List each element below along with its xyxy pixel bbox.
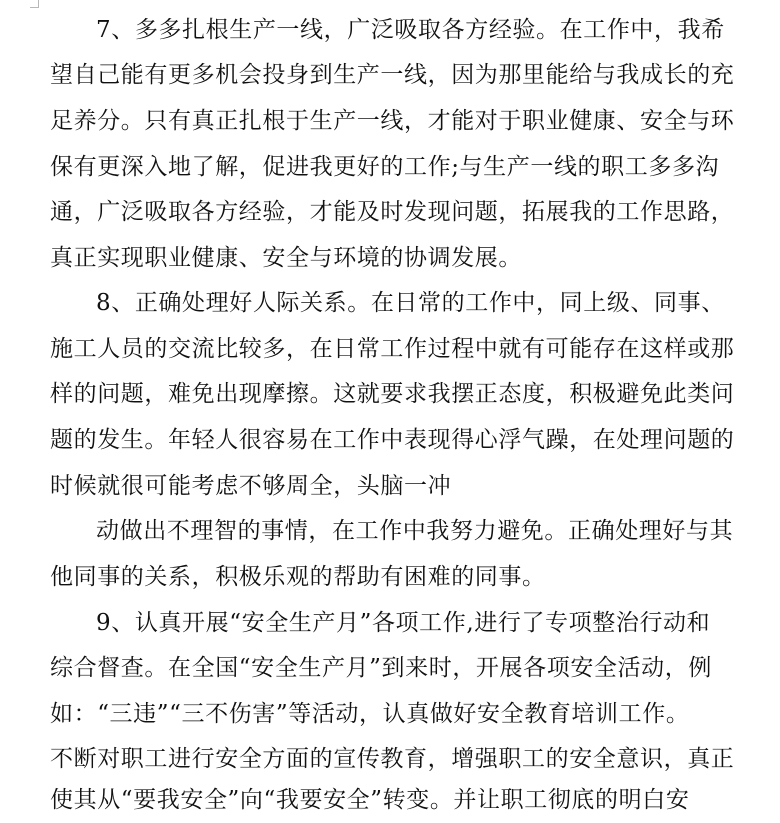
- paragraph-8-line-5: 时候就很可能考虑不够周全，头脑一冲: [50, 473, 452, 499]
- paragraph-9-line-1: 9、认真开展“安全生产月”各项工作,进行了专项整治行动和: [96, 610, 711, 636]
- paragraph-7-line-3: 足养分。只有真正扎根于生产一线，才能对于职业健康、安全与环: [50, 108, 735, 134]
- paragraph-7-line-6: 真正实现职业健康、安全与环境的协调发展。: [50, 245, 522, 271]
- continuation-line-2: 他同事的关系，积极乐观的帮助有困难的同事。: [50, 564, 546, 590]
- paragraph-7-line-5: 通，广泛吸取各方经验，才能及时发现问题，拓展我的工作思路，: [50, 199, 735, 225]
- paragraph-7-line-1: 7、多多扎根生产一线，广泛吸取各方经验。在工作中，我希: [96, 17, 725, 43]
- paragraph-9-line-5: 使其从“要我安全”向“我要安全”转变。并让职工彻底的明白安: [50, 787, 690, 813]
- paragraph-8-line-4: 题的发生。年轻人很容易在工作中表现得心浮气躁，在处理问题的: [50, 427, 735, 453]
- paragraph-8-line-2: 施工人员的交流比较多，在日常工作过程中就有可能存在这样或那: [50, 336, 735, 362]
- paragraph-8-line-3: 样的问题，难免出现摩擦。这就要求我摆正态度，积极避免此类问: [50, 381, 735, 407]
- paragraph-7-line-2: 望自己能有更多机会投身到生产一线，因为那里能给与我成长的充: [50, 62, 735, 88]
- continuation-line-1: 动做出不理智的事情，在工作中我努力避免。正确处理好与其: [96, 518, 734, 544]
- paragraph-7-line-4: 保有更深入地了解，促进我更好的工作;与生产一线的职工多多沟: [50, 154, 720, 180]
- paragraph-9-line-2: 综合督查。在全国“安全生产月”到来时，开展各项安全活动，例: [50, 655, 712, 681]
- paragraph-9-line-4: 不断对职工进行安全方面的宣传教育，增强职工的安全意识，真正: [50, 746, 735, 772]
- paragraph-8-line-1: 8、正确处理好人际关系。在日常的工作中，同上级、同事、: [96, 290, 725, 316]
- paragraph-9-line-3: 如：“三违”“三不伤害”等活动，认真做好安全教育培训工作。: [50, 701, 690, 727]
